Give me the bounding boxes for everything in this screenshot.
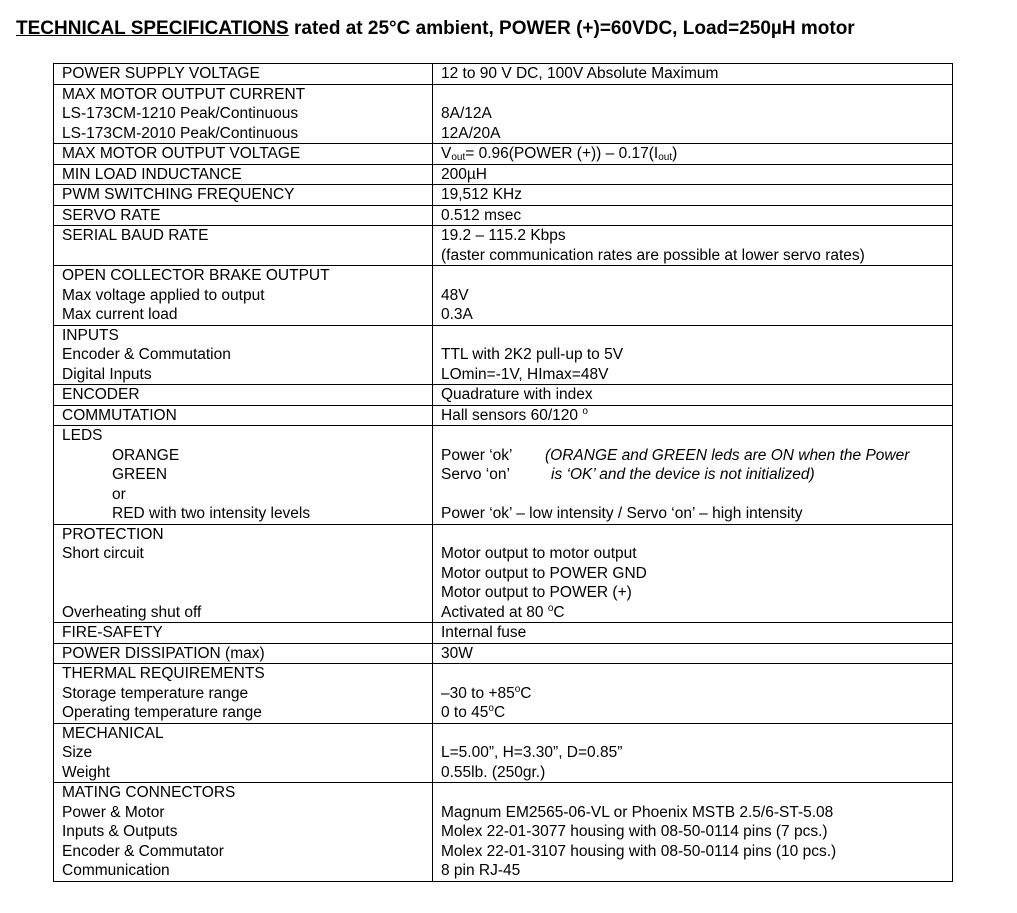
spec-label: PROTECTION Short circuit Overheating shut off [54, 524, 433, 623]
table-row [54, 64, 953, 85]
table-row [54, 385, 953, 406]
title-underlined: TECHNICAL SPECIFICATIONS [16, 18, 289, 39]
page-title [16, 18, 855, 40]
title-rest: rated at 25°C ambient, POWER (+)=60VDC, Load=250µH motor [288, 18, 855, 39]
table-row [54, 185, 953, 206]
spec-label: SERIAL BAUD RATE [54, 226, 433, 266]
spec-value: –30 to $+85^oC$ 0 to 45$^o$C [433, 664, 953, 724]
spec-value: Hall sensors 60/120 $^o$ [433, 405, 953, 426]
spec-value: 19,512 KHz [433, 185, 953, 206]
table-row [54, 623, 953, 644]
voltage-formula: $V_{out}=$ 0.96(POWER (+)) – $0.17(I_{out})$ [441, 145, 678, 163]
spec-label: PWM SWITCHING FREQUENCY [54, 185, 433, 206]
table-row [54, 84, 953, 144]
spec-label: POWER DISSIPATION (max) [54, 643, 433, 664]
spec-label: ENCODER [54, 385, 433, 406]
spec-label: MECHANICAL Size Weight [54, 723, 433, 783]
spec-label: POWER SUPPLY VOLTAGE [54, 64, 433, 85]
spec-value: Motor output to motor output Motor output to POWER GND Motor output to POWER (+) Activated at 80 $^o$C [433, 524, 953, 623]
spec-value: Magnum EM2565-06-VL or Phoenix MSTB 2.5/6-ST-5.08 Molex 22-01-3077 housing with 08-50-0114 pins (7 pcs.) Molex 22-01-3107 housing with 08-50-0114 pins (10 pcs.) 8 pin RJ-45 [433, 783, 953, 882]
spec-value: 0.512 msec [433, 205, 953, 226]
spec-value: L=5.00”, H=3.30”, D=0.85” 0.55lb. (250gr.) [433, 723, 953, 783]
spec-label: MIN LOAD INDUCTANCE [54, 164, 433, 185]
spec-label: FIRE-SAFETY [54, 623, 433, 644]
spec-value: 48V 0.3A [433, 266, 953, 326]
spec-value: 8A/12A 12A/20A [433, 84, 953, 144]
spec-table [53, 63, 953, 882]
spec-value: 19.2 – 115.2 Kbps (faster communication rates are possible at lower servo rates) [433, 226, 953, 266]
spec-label: COMMUTATION [54, 405, 433, 426]
spec-label: THERMAL REQUIREMENTS Storage temperature range Operating temperature range [54, 664, 433, 724]
spec-label: SERVO RATE [54, 205, 433, 226]
table-row [54, 266, 953, 326]
spec-value: Quadrature with index [433, 385, 953, 406]
table-row [54, 164, 953, 185]
table-row [54, 643, 953, 664]
table-row [54, 783, 953, 882]
spec-label: MATING CONNECTORS Power & Motor Inputs & Outputs Encoder & Commutator Communication [54, 783, 433, 882]
spec-value [433, 144, 953, 165]
spec-label: MAX MOTOR OUTPUT VOLTAGE [54, 144, 433, 165]
spec-label: LEDS ORANGE GREEN or RED with two intensity levels [54, 426, 433, 525]
spec-label: INPUTS Encoder & Commutation Digital Inputs [54, 325, 433, 385]
spec-label: MAX MOTOR OUTPUT CURRENT LS-173CM-1210 Peak/Continuous LS-173CM-2010 Peak/Continuous [54, 84, 433, 144]
spec-value: 30W [433, 643, 953, 664]
table-row [54, 325, 953, 385]
spec-label: OPEN COLLECTOR BRAKE OUTPUT Max voltage applied to output Max current load [54, 266, 433, 326]
table-row [54, 405, 953, 426]
spec-value: TTL with 2K2 pull-up to 5V LOmin=-1V, HImax=48V [433, 325, 953, 385]
table-row [54, 723, 953, 783]
table-row [54, 664, 953, 724]
table-row [54, 226, 953, 266]
table-row [54, 205, 953, 226]
spec-value: 12 to 90 V DC, 100V Absolute Maximum [433, 64, 953, 85]
spec-value: Power ‘ok’ (ORANGE and GREEN leds are ON when the Power Servo ‘on’ is ‘OK’ and the device is not initialized) Power ‘ok’ – low intensity / Servo ‘on’ – high intensity [433, 426, 953, 525]
table-row [54, 524, 953, 623]
spec-value: Internal fuse [433, 623, 953, 644]
table-row [54, 426, 953, 525]
spec-value: 200µH [433, 164, 953, 185]
table-row [54, 144, 953, 165]
